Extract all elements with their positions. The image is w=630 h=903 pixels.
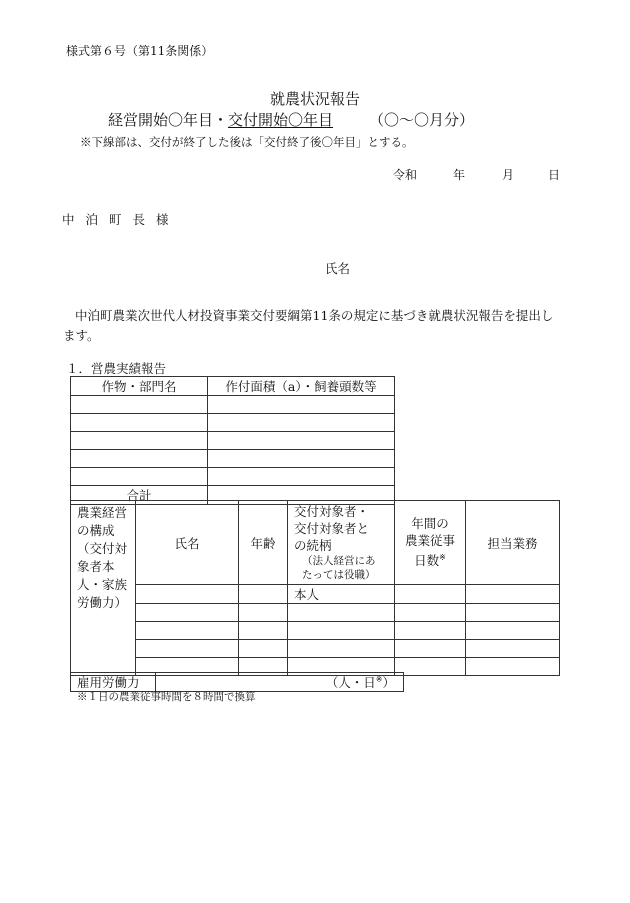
signer-name-label: 氏名 (325, 261, 351, 276)
relation-line: 交付対象者と (294, 521, 370, 536)
labor-cell[interactable] (239, 604, 288, 622)
hired-labor-footnote-mark: ※ (375, 674, 383, 684)
form-number: 様式第６号（第11条関係） (66, 44, 214, 58)
composition-line: の構成 (77, 523, 115, 538)
document-subtitle (108, 113, 474, 128)
labor-cell[interactable] (136, 640, 239, 658)
subtitle-period: （〇～〇月分） (369, 111, 475, 129)
composition-line: 労働力） (77, 595, 128, 610)
labor-cell[interactable] (136, 604, 239, 622)
hired-labor-value[interactable] (156, 673, 404, 692)
hired-labor-table (70, 672, 404, 692)
crop-cell[interactable] (208, 432, 395, 450)
crop-header-area: 作付面積（a）・飼養頭数等 (208, 377, 395, 396)
days-line-text: 日数 (414, 553, 440, 569)
footnote-hours: ※１日の農業従事時間を８時間で換算 (77, 691, 256, 703)
crop-cell[interactable] (208, 450, 395, 468)
labor-cell[interactable] (136, 585, 239, 604)
labor-cell[interactable] (395, 604, 466, 622)
underline-note: ※下線部は、交付が終了した後は「交付終了後〇年目」とする。 (80, 135, 414, 149)
labor-cell[interactable] (239, 585, 288, 604)
hired-labor-label: 雇用労働力 (71, 673, 156, 692)
date-day: 日 (548, 168, 561, 182)
days-line: 農業従事 (404, 533, 455, 549)
labor-cell[interactable] (136, 622, 239, 640)
labor-cell[interactable] (288, 640, 395, 658)
labor-cell[interactable] (288, 604, 395, 622)
subtitle-management-year: 経営開始〇年目・ (108, 111, 229, 129)
composition-line: 農業経営 (77, 505, 128, 520)
labor-cell[interactable] (466, 622, 560, 640)
labor-header-age: 年齢 (239, 501, 288, 585)
crop-header-category: 作物・部門名 (71, 377, 208, 396)
days-footnote-mark: ※ (439, 553, 446, 563)
relation-note-line: （法人経営にあ (302, 555, 376, 567)
crop-cell[interactable] (208, 468, 395, 486)
labor-header-duty: 担当業務 (466, 501, 560, 585)
farm-composition-label (71, 501, 136, 676)
subtitle-grant-year: 交付開始〇年目 (228, 111, 334, 129)
days-line: 年間の (411, 516, 449, 532)
date-year: 年 (453, 168, 466, 182)
relation-line: 交付対象者・ (294, 504, 370, 519)
composition-line: 人・家族 (77, 577, 128, 592)
labor-relation-self[interactable]: 本人 (288, 585, 395, 604)
labor-cell[interactable] (466, 585, 560, 604)
date-era: 令和 (393, 168, 418, 182)
labor-header-days (395, 501, 466, 585)
date-month: 月 (502, 168, 515, 182)
body-text: 中泊町農業次世代人材投資事業交付要綱第11条の規定に基づき就農状況報告を提出します。 (63, 308, 554, 343)
crop-cell[interactable] (71, 468, 208, 486)
labor-cell[interactable] (466, 640, 560, 658)
labor-cell[interactable] (288, 622, 395, 640)
section-title-farming-report: １．営農実績報告 (66, 361, 167, 376)
crop-cell[interactable] (71, 450, 208, 468)
addressee: 中泊町長様 (62, 212, 180, 227)
crop-table (70, 376, 395, 505)
labor-cell[interactable] (239, 640, 288, 658)
crop-cell[interactable] (71, 396, 208, 414)
labor-header-name: 氏名 (136, 501, 239, 585)
crop-total-label: 合計 (71, 486, 208, 505)
crop-cell[interactable] (208, 396, 395, 414)
labor-cell[interactable] (395, 640, 466, 658)
labor-cell[interactable] (466, 658, 560, 676)
labor-table (70, 500, 560, 676)
labor-cell[interactable] (239, 622, 288, 640)
crop-cell[interactable] (71, 414, 208, 432)
document-title: 就農状況報告 (269, 90, 360, 108)
composition-line: （交付対 (77, 541, 128, 556)
crop-cell[interactable] (71, 432, 208, 450)
labor-cell[interactable] (395, 658, 466, 676)
hired-labor-unit: （人・日 (325, 675, 376, 690)
relation-note-line: たっては役職） (302, 569, 376, 581)
labor-cell[interactable] (395, 585, 466, 604)
composition-line: 象者本 (77, 559, 115, 574)
days-line (395, 549, 465, 569)
relation-line: の続柄 (294, 538, 332, 553)
crop-cell[interactable] (208, 414, 395, 432)
labor-cell[interactable] (466, 604, 560, 622)
labor-cell[interactable] (395, 622, 466, 640)
labor-header-relation (288, 501, 395, 585)
hired-labor-unit-close: ） (382, 675, 395, 690)
